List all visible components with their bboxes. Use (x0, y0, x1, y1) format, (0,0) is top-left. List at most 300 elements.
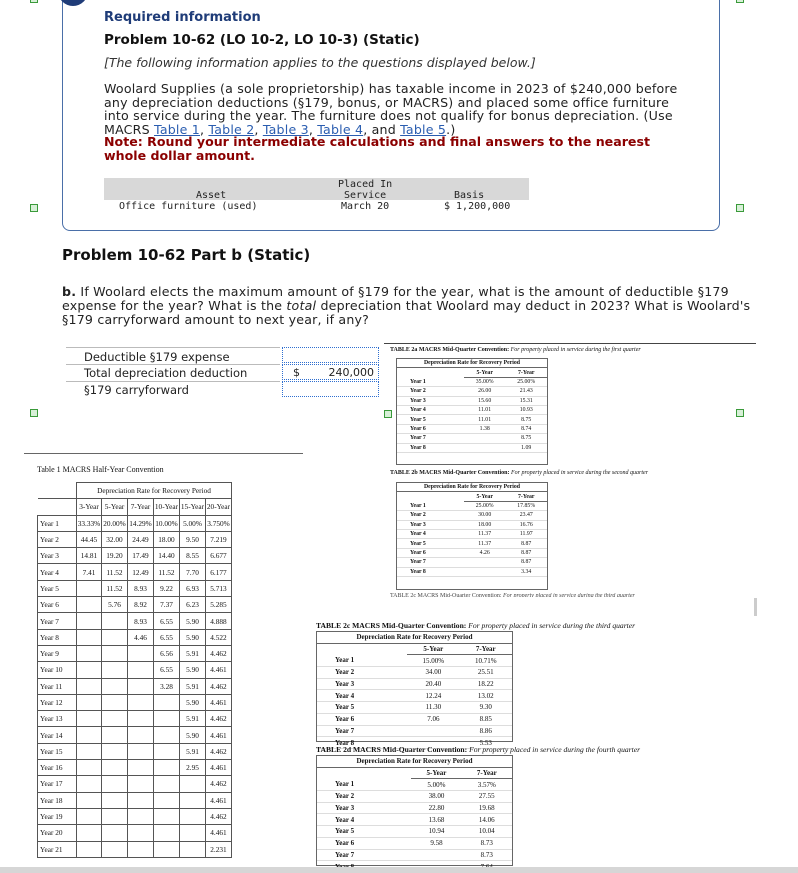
table-row (397, 511, 547, 520)
table-2c-grid (317, 632, 512, 749)
question-prefix: b. (62, 284, 77, 299)
table-group-header-row (317, 756, 512, 767)
rate-cell (154, 825, 180, 841)
table-row (317, 779, 512, 791)
table-row (317, 702, 512, 714)
year-cell: Year 7 (397, 558, 464, 567)
year-cell: Year 12 (38, 694, 77, 710)
table-2b (396, 482, 548, 590)
rate-cell (77, 792, 102, 808)
rate-cell: 4.888 (206, 613, 232, 629)
table-row (38, 760, 232, 776)
carryforward-label: §179 carryforward (84, 383, 189, 397)
year-cell: Year 2 (317, 791, 411, 803)
table-row (38, 711, 232, 727)
rate-cell: 10.04 (462, 826, 512, 838)
link-separator: , (254, 121, 263, 137)
table-row (397, 529, 547, 538)
rate-cell: 16.76 (505, 520, 547, 529)
rate-cell (102, 694, 128, 710)
rate-cell: 4.461 (206, 694, 232, 710)
rate-cell: 22.80 (411, 802, 461, 814)
rate-cell: 8.85 (460, 713, 512, 725)
rate-cell: 4.461 (206, 792, 232, 808)
table-row (397, 387, 547, 396)
deductible-179-input[interactable] (282, 347, 379, 363)
year-cell: Year 4 (38, 564, 77, 580)
rate-cell (128, 694, 154, 710)
part-b-question (62, 285, 752, 326)
rate-cell: 14.40 (154, 548, 180, 564)
rate-cell: 26.00 (464, 387, 506, 396)
rate-cell: 44.45 (77, 531, 102, 547)
divider (66, 364, 280, 365)
question-italic: total (286, 297, 317, 313)
rate-cell: 1.09 (505, 443, 547, 452)
rate-cell: 14.06 (462, 814, 512, 826)
column-header: 3-Year (77, 499, 102, 515)
table-row (397, 501, 547, 510)
rate-cell: 20.40 (407, 678, 459, 690)
table-row (317, 725, 512, 737)
table-row (397, 548, 547, 557)
table-row (397, 396, 547, 405)
rate-cell (464, 558, 506, 567)
table-row (38, 841, 232, 857)
rate-cell (411, 849, 461, 861)
rate-cell (128, 711, 154, 727)
table-row (38, 564, 232, 580)
rate-cell: 5.90 (180, 662, 206, 678)
rate-cell: 8.75 (505, 415, 547, 424)
rate-cell: 38.00 (411, 791, 461, 803)
table-row (397, 558, 547, 567)
rate-cell (102, 645, 128, 661)
table-row (397, 424, 547, 433)
year-cell: Year 7 (317, 849, 411, 861)
rate-cell (77, 597, 102, 613)
rate-cell: 17.49 (128, 548, 154, 564)
rate-cell: 7.06 (407, 713, 459, 725)
year-cell: Year 5 (397, 415, 464, 424)
rate-cell (102, 727, 128, 743)
table-row (397, 434, 547, 443)
title-bold: TABLE 2b MACRS Mid-Quarter Convention: (390, 470, 510, 476)
rate-cell: 4.26 (464, 548, 506, 557)
rate-cell (77, 711, 102, 727)
year-cell: Year 1 (38, 515, 77, 531)
year-cell: Year 18 (38, 792, 77, 808)
column-header: 7-Year (505, 368, 547, 377)
rate-cell: 5.00% (411, 779, 461, 791)
rate-cell (77, 776, 102, 792)
rounding-note: Note: Round your intermediate calculations and final answers to the nearest whole dollar amount. (104, 134, 650, 163)
rate-cell: 5.91 (180, 743, 206, 759)
table-row (317, 826, 512, 838)
rate-cell (154, 841, 180, 857)
rate-cell (102, 841, 128, 857)
year-cell: Year 5 (317, 826, 411, 838)
rate-cell (464, 567, 506, 576)
rate-cell: 11.97 (505, 529, 547, 538)
rate-cell (154, 760, 180, 776)
table-row (317, 802, 512, 814)
column-header: 15-Year (180, 499, 206, 515)
table-2b-title (390, 470, 648, 476)
rate-cell: 2.231 (206, 841, 232, 857)
title-italic: For property placed in service during the fourth quarter (467, 745, 641, 754)
paragraph-text: Woolard Supplies (a sole proprietorship) has taxable income in 2023 of $240,000 before any depreciation deductions (§179, bonus, or MACRS) and placed some office furniture into service during the year. The furniture does not qualify for bonus depreciation. (Use MACRS (104, 81, 678, 137)
year-cell: Year 6 (317, 837, 411, 849)
rate-cell: 21.43 (505, 387, 547, 396)
group-header: Depreciation Rate for Recovery Period (77, 483, 232, 499)
divider (66, 381, 280, 382)
col-basis-header: Basis (454, 190, 485, 201)
rate-cell (180, 825, 206, 841)
rate-cell: 11.01 (464, 405, 506, 414)
table-row (397, 520, 547, 529)
required-info-heading: Required information (104, 10, 261, 25)
table-group-header-row (397, 359, 547, 368)
year-cell: Year 6 (38, 597, 77, 613)
rate-cell: 30.00 (464, 511, 506, 520)
year-cell: Year 1 (397, 501, 464, 510)
year-cell: Year 4 (397, 529, 464, 538)
group-header: Depreciation Rate for Recovery Period (397, 483, 547, 492)
year-cell: Year 2 (397, 511, 464, 520)
rate-cell: 6.677 (206, 548, 232, 564)
rate-cell: 9.22 (154, 580, 180, 596)
rate-cell: 33.33% (77, 515, 102, 531)
column-header: 20-Year (206, 499, 232, 515)
rate-cell (77, 808, 102, 824)
rate-cell (128, 662, 154, 678)
rate-cell: 9.58 (411, 837, 461, 849)
table-4-link[interactable]: Table 4 (317, 121, 364, 137)
column-header: 5-Year (464, 368, 506, 377)
total-depreciation-label: Total depreciation deduction (84, 366, 248, 380)
dollar-sign: $ (293, 366, 300, 379)
rate-cell: 4.461 (206, 825, 232, 841)
table-row (38, 825, 232, 841)
year-cell: Year 2 (38, 531, 77, 547)
rate-cell (128, 727, 154, 743)
rate-cell (77, 613, 102, 629)
rate-cell: 5.90 (180, 727, 206, 743)
rate-cell (102, 711, 128, 727)
year-cell: Year 15 (38, 743, 77, 759)
year-cell: Year 8 (38, 629, 77, 645)
corner-cell (38, 499, 77, 515)
marker-icon (384, 410, 392, 418)
table-2c-cutoff-title (390, 593, 710, 597)
year-cell: Year 3 (397, 396, 464, 405)
rate-cell (154, 808, 180, 824)
year-cell: Year 19 (38, 808, 77, 824)
total-depreciation-value: 240,000 (328, 366, 374, 379)
year-cell: Year 11 (38, 678, 77, 694)
table-1-link[interactable]: Table 1 (154, 121, 200, 137)
asset-basis: $ 1,200,000 (444, 201, 511, 212)
rate-cell (407, 725, 459, 737)
table-2d-grid (317, 756, 512, 873)
column-header: 5-Year (102, 499, 128, 515)
rate-cell: 32.00 (102, 531, 128, 547)
rate-cell: 8.92 (128, 597, 154, 613)
column-header: 7-Year (128, 499, 154, 515)
table-2a (396, 358, 548, 465)
rate-cell: 12.24 (407, 690, 459, 702)
table-row (317, 678, 512, 690)
rate-cell (128, 825, 154, 841)
column-header-row (317, 767, 512, 779)
year-cell: Year 5 (397, 539, 464, 548)
title-bold: TABLE 2c MACRS Mid-Quarter Convention: (390, 593, 502, 597)
year-cell: Year 10 (38, 662, 77, 678)
divider (384, 343, 756, 344)
table-row (317, 667, 512, 679)
rate-cell: 11.52 (154, 564, 180, 580)
year-cell: Year 20 (38, 825, 77, 841)
rate-cell: 19.68 (462, 802, 512, 814)
rate-cell (77, 629, 102, 645)
rate-cell: 8.87 (505, 558, 547, 567)
year-cell: Year 2 (397, 387, 464, 396)
title-bold: TABLE 2d MACRS Mid-Quarter Convention: (316, 745, 468, 754)
title-bold: TABLE 2a MACRS Mid-Quarter Convention: (390, 347, 510, 353)
rate-cell: 14.29% (128, 515, 154, 531)
corner-cell (397, 492, 464, 501)
rate-cell: 8.75 (505, 434, 547, 443)
table-row (397, 405, 547, 414)
rate-cell (102, 613, 128, 629)
table-5-link[interactable]: Table 5 (400, 121, 447, 137)
total-depreciation-input[interactable] (282, 364, 379, 380)
rate-cell: 5.90 (180, 629, 206, 645)
rate-cell: 3.750% (206, 515, 232, 531)
rate-cell: 10.93 (505, 405, 547, 414)
rate-cell: 8.73 (462, 849, 512, 861)
rate-cell: 25.51 (460, 667, 512, 679)
column-header: 10-Year (154, 499, 180, 515)
table-row (397, 415, 547, 424)
rate-cell (128, 678, 154, 694)
corner-cell (38, 483, 77, 499)
table-1-title: Table 1 MACRS Half-Year Convention (37, 465, 164, 474)
rate-cell: 11.01 (464, 415, 506, 424)
table-row (317, 655, 512, 667)
column-header: 5-Year (464, 492, 506, 501)
rate-cell (77, 841, 102, 857)
marker-icon (736, 409, 744, 417)
rate-cell (180, 841, 206, 857)
rate-cell: 5.53 (460, 737, 512, 749)
rate-cell (154, 711, 180, 727)
group-header: Depreciation Rate for Recovery Period (317, 632, 512, 643)
rate-cell: 4.461 (206, 727, 232, 743)
year-cell: Year 2 (317, 667, 407, 679)
rate-cell (77, 662, 102, 678)
table-row (317, 690, 512, 702)
carryforward-input[interactable] (282, 381, 379, 397)
corner-cell (317, 767, 411, 779)
rate-cell (102, 678, 128, 694)
marker-icon (30, 204, 38, 212)
table-row (397, 443, 547, 452)
rate-cell: 8.74 (505, 424, 547, 433)
marker-icon (736, 0, 744, 3)
rate-cell: 35.00% (464, 377, 506, 386)
horizontal-scrollbar[interactable] (0, 867, 798, 873)
asset-name: Office furniture (used) (119, 201, 258, 212)
corner-cell (397, 368, 464, 377)
year-cell: Year 7 (397, 434, 464, 443)
rate-cell: 4.462 (206, 808, 232, 824)
year-cell: Year 6 (397, 548, 464, 557)
table-2a-grid (397, 359, 547, 453)
column-header: 5-Year (407, 643, 459, 655)
rate-cell (128, 792, 154, 808)
corner-cell (317, 643, 407, 655)
problem-paragraph (104, 82, 694, 136)
problem-title: Problem 10-62 (LO 10-2, LO 10-3) (Static) (104, 32, 420, 48)
rate-cell (77, 678, 102, 694)
rate-cell (102, 629, 128, 645)
year-cell: Year 3 (317, 678, 407, 690)
rate-cell: 5.713 (206, 580, 232, 596)
rate-cell: 3.34 (505, 567, 547, 576)
table-row (317, 713, 512, 725)
table-3-link[interactable]: Table 3 (262, 121, 309, 137)
rate-cell (180, 776, 206, 792)
rate-cell (77, 825, 102, 841)
column-header-row (317, 643, 512, 655)
macrs-half-year-table (37, 482, 232, 858)
paragraph-end: .) (446, 121, 456, 137)
rate-cell: 4.461 (206, 760, 232, 776)
table-group-header-row (397, 483, 547, 492)
rate-cell: 15.00% (407, 655, 459, 667)
table-row (38, 694, 232, 710)
year-cell: Year 4 (397, 405, 464, 414)
asset-table (104, 178, 529, 213)
rate-cell: 6.55 (154, 662, 180, 678)
rate-cell (154, 743, 180, 759)
rate-cell: 25.00% (505, 377, 547, 386)
rate-cell: 4.46 (128, 629, 154, 645)
col-asset-header: Asset (196, 190, 227, 201)
rate-cell: 4.462 (206, 678, 232, 694)
scroll-thumb[interactable] (754, 598, 757, 616)
rate-cell: 1.38 (464, 424, 506, 433)
rate-cell: 6.177 (206, 564, 232, 580)
rate-cell: 34.00 (407, 667, 459, 679)
rate-cell: 13.02 (460, 690, 512, 702)
rate-cell (77, 694, 102, 710)
table-row (317, 791, 512, 803)
rate-cell: 5.285 (206, 597, 232, 613)
year-cell: Year 8 (397, 567, 464, 576)
rate-cell: 11.37 (464, 529, 506, 538)
rate-cell (128, 760, 154, 776)
table-row (317, 849, 512, 861)
rate-cell: 13.68 (411, 814, 461, 826)
table-row (397, 567, 547, 576)
rate-cell (154, 792, 180, 808)
year-cell: Year 16 (38, 760, 77, 776)
rate-cell (102, 743, 128, 759)
table-row (38, 678, 232, 694)
rate-cell: 17.85% (505, 501, 547, 510)
rate-cell: 2.95 (180, 760, 206, 776)
rate-cell: 9.30 (460, 702, 512, 714)
rate-cell (154, 727, 180, 743)
question-text-2: depreciation that Woolard may deduct in 2023? What is Woolard's §179 carryforward amount to next year, if any? (62, 297, 751, 327)
rate-cell: 11.37 (464, 539, 506, 548)
rate-cell (464, 443, 506, 452)
table-row (38, 662, 232, 678)
year-cell: Year 5 (38, 580, 77, 596)
table-row (38, 776, 232, 792)
rate-cell: 18.22 (460, 678, 512, 690)
table-2-link[interactable]: Table 2 (208, 121, 255, 137)
year-cell: Year 21 (38, 841, 77, 857)
question-text-1: If Woolard elects the maximum amount of §179 for the year, what is the amount of deductible §179 expense for the year? What is the (62, 284, 729, 313)
rate-cell: 3.57% (462, 779, 512, 791)
rate-cell: 6.56 (154, 645, 180, 661)
deductible-179-label: Deductible §179 expense (84, 350, 230, 364)
rate-cell: 10.71% (460, 655, 512, 667)
rate-cell: 19.20 (102, 548, 128, 564)
rate-cell: 7.41 (77, 564, 102, 580)
link-separator: , (200, 121, 209, 137)
column-header-row (397, 492, 547, 501)
rate-cell (77, 580, 102, 596)
rate-cell: 4.462 (206, 743, 232, 759)
year-cell: Year 4 (317, 690, 407, 702)
col-placed-header-1: Placed In (338, 179, 393, 190)
divider (24, 453, 303, 454)
title-italic: For property placed in service during the third quarter (501, 593, 635, 597)
rate-cell: 3.28 (154, 678, 180, 694)
rate-cell: 8.93 (128, 613, 154, 629)
year-cell: Year 5 (317, 702, 407, 714)
link-separator: , (308, 121, 318, 137)
rate-cell: 18.00 (154, 531, 180, 547)
rate-cell: 6.93 (180, 580, 206, 596)
rate-cell: 4.461 (206, 662, 232, 678)
table-row (38, 548, 232, 564)
rate-cell (102, 792, 128, 808)
table-row (38, 808, 232, 824)
rate-cell: 4.462 (206, 645, 232, 661)
rate-cell (102, 760, 128, 776)
table-row (38, 531, 232, 547)
rate-cell: 20.00% (102, 515, 128, 531)
year-cell: Year 4 (317, 814, 411, 826)
rate-cell (154, 776, 180, 792)
table-2d (316, 755, 513, 866)
title-italic: For property placed in service during the third quarter (466, 621, 636, 630)
rate-cell: 10.00% (154, 515, 180, 531)
column-header: 7-Year (462, 767, 512, 779)
rate-cell (128, 645, 154, 661)
column-header: 5-Year (411, 767, 461, 779)
rate-cell: 24.49 (128, 531, 154, 547)
rate-cell (77, 760, 102, 776)
rate-cell: 5.90 (180, 694, 206, 710)
rate-cell (77, 743, 102, 759)
